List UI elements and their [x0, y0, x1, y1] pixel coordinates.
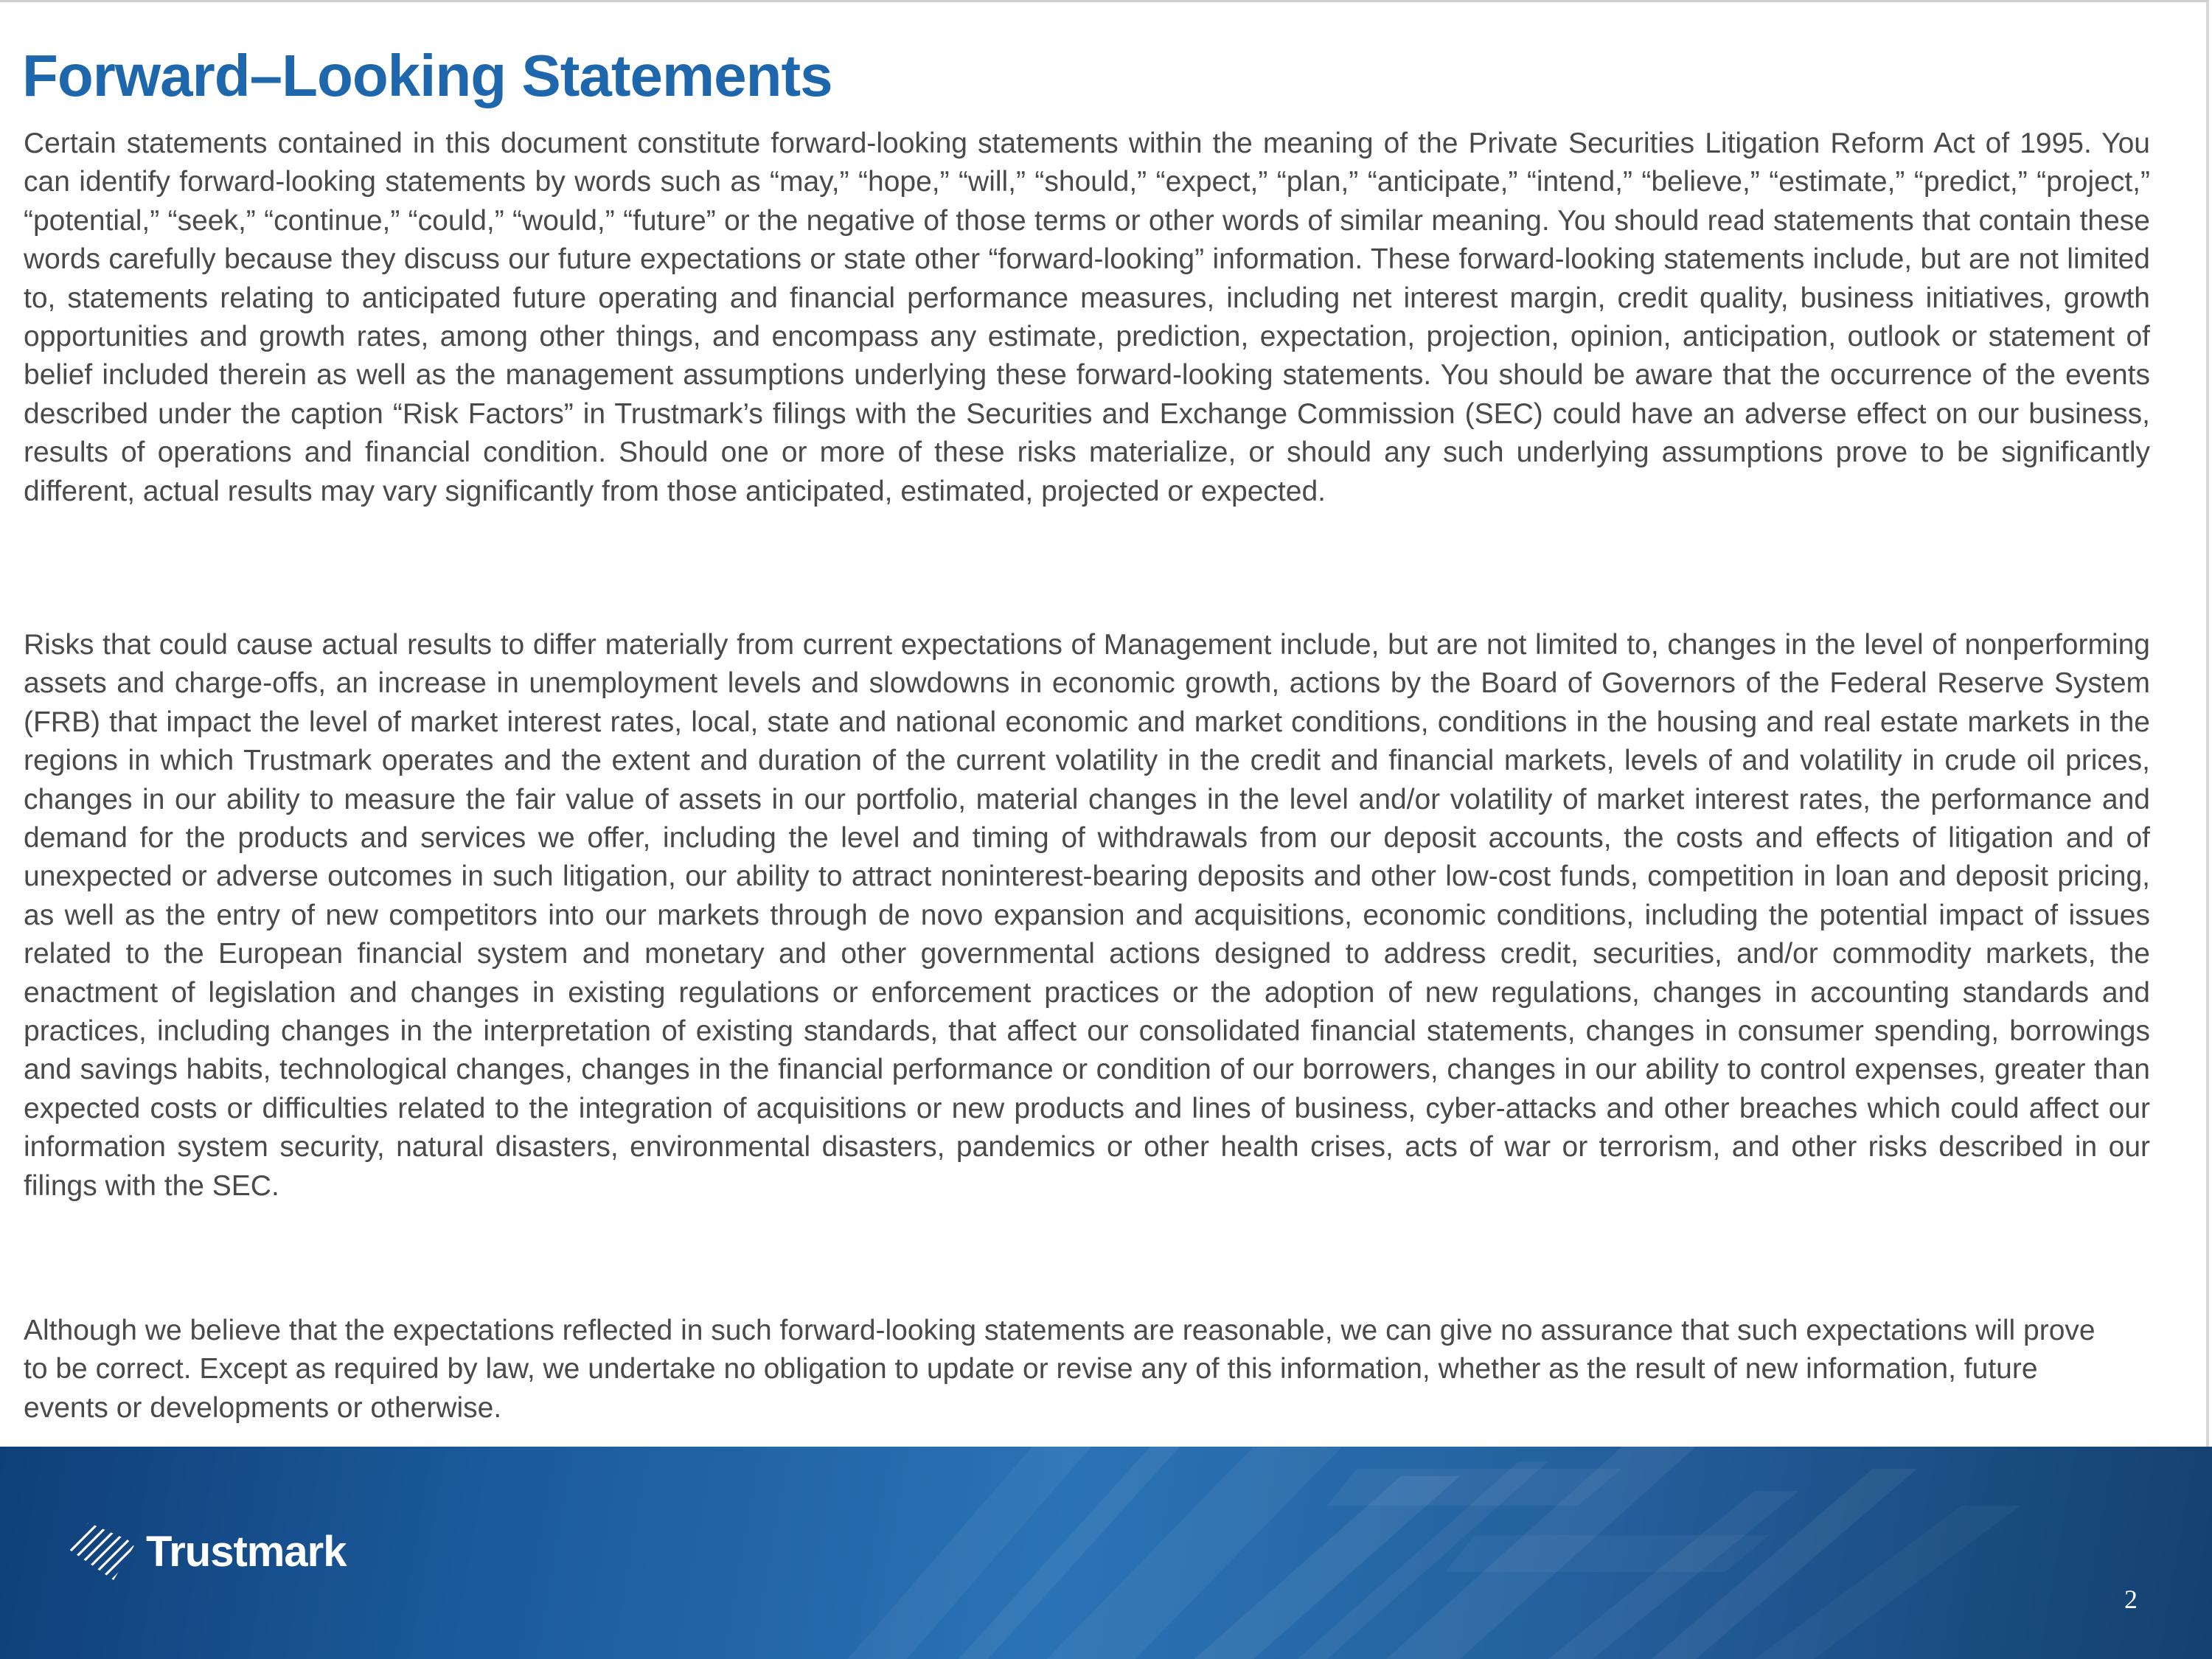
page-title: Forward–Looking Statements — [22, 43, 832, 108]
trustmark-logo — [62, 1514, 346, 1588]
paragraph-forward-looking-definition: Certain statements contained in this document constitute forward-looking statements within the meaning of the Private Securities Litigation Reform Act of 1995. You can identify forward-looking statements by words such as “may,” “hope,” “will,” “should,” “expect,” “plan,” “anticipate,” “intend,” “believe,” “estimate,” “predict,” “project,” “potential,” “seek,” “continue,” “could,” “would,” “future” or the negative of those terms or other words of similar meaning. You should read statements that contain these words carefully because they discuss our future expectations or state other “forward-looking” information. These forward-looking statements include, but are not limited to, statements relating to anticipated future operating and financial performance measures, including net interest margin, credit quality, business initiatives, growth opportunities and growth rates, among other things, and encompass any estimate, prediction, expectation, projection, opinion, anticipation, outlook or statement of belief included therein as well as the management assumptions underlying these forward-looking statements. You should be aware that the occurrence of the events described under the caption “Risk Factors” in Trustmark’s filings with the Securities and Exchange Commission (SEC) could have an adverse effect on our business, results of operations and financial condition. Should one or more of these risks materialize, or should any such underlying assumptions prove to be significantly different, actual results may vary significantly from those anticipated, estimated, projected or expected. — [24, 128, 2150, 507]
page-number: 2 — [2124, 1585, 2138, 1614]
footer-band — [0, 1447, 2212, 1659]
trustmark-shield-icon — [62, 1518, 139, 1585]
paragraph-no-assurance: Although we believe that the expectations reflected in such forward-looking statements are reasonable, we can give no assurance that such expectations will prove to be correct. Except as required by law, we undertake no obligation to update or revise any of this information, whether as the result of new information, future events or developments or otherwise. — [24, 1315, 2096, 1424]
paragraph-risk-factors: Risks that could cause actual results to differ materially from current expectations of Management include, but are not limited to, changes in the level of nonperforming assets and charge-offs, an increase in unemployment levels and slowdowns in economic growth, actions by the Board of Governors of the Federal Reserve System (FRB) that impact the level of market interest rates, local, state and national economic and market conditions, conditions in the housing and real estate markets in the regions in which Trustmark operates and the extent and duration of the current volatility in the credit and financial markets, levels of and volatility in crude oil prices, changes in our ability to measure the fair value of assets in our portfolio, material changes in the level and/or volatility of market interest rates, the performance and demand for the products and services we offer, including the level and timing of withdrawals from our deposit accounts, the costs and effects of litigation and of unexpected or adverse outcomes in such litigation, our ability to attract noninterest-bearing deposits and other low-cost funds, competition in loan and deposit pricing, as well as the entry of new competitors into our markets through de novo expansion and acquisitions, economic conditions, including the potential impact of issues related to the European financial system and monetary and other governmental actions designed to address credit, securities, and/or commodity markets, the enactment of legislation and changes in existing regulations or enforcement practices or the adoption of new regulations, changes in accounting standards and practices, including changes in the interpretation of existing standards, that affect our consolidated financial statements, changes in consumer spending, borrowings and savings habits, technological changes, changes in the financial performance or condition of our borrowers, changes in our ability to control expenses, greater than expected costs or difficulties related to the integration of acquisitions or new products and lines of business, cyber-attacks and other breaches which could affect our information system security, natural disasters, environmental disasters, pandemics or other health crises, acts of war or terrorism, and other risks described in our filings with the SEC. — [24, 629, 2150, 1202]
logo-wordmark: Trustmark — [146, 1527, 347, 1576]
